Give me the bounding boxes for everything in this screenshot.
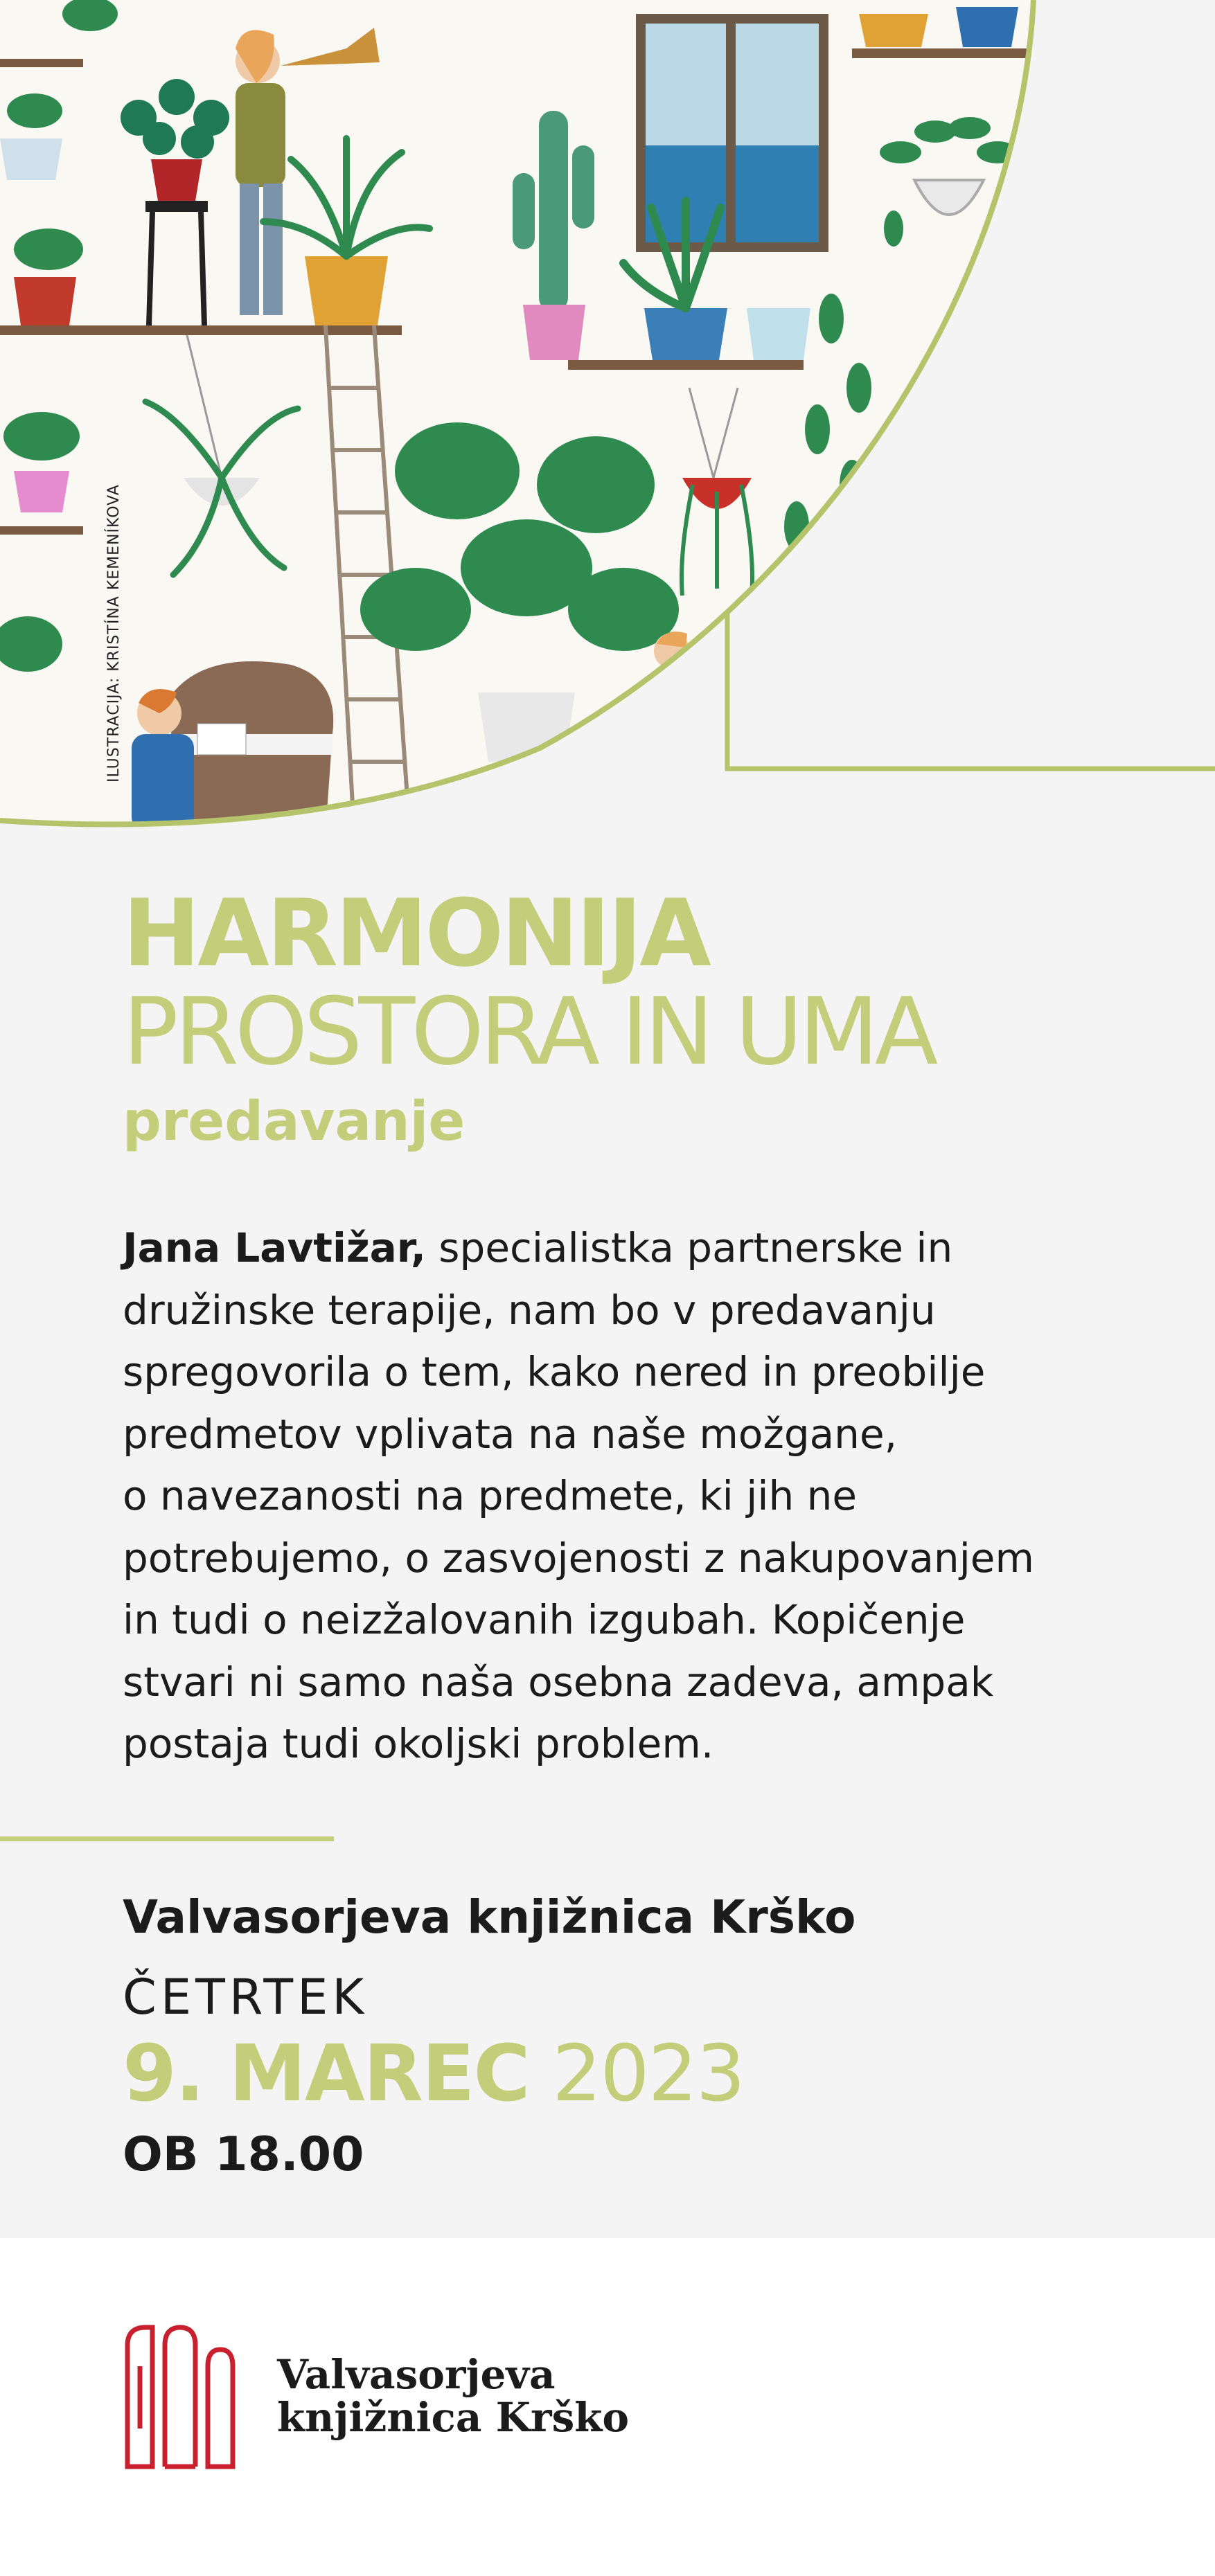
illustration-credit: ILUSTRACIJA: KRISTÍNA KEMENÍKOVA — [105, 484, 123, 782]
library-logo-icon — [125, 2325, 236, 2470]
event-weekday: ČETRTEK — [123, 1969, 369, 2025]
event-title-line2: PROSTORA IN UMA — [123, 978, 934, 1086]
plants-illustration — [0, 0, 1215, 831]
description-line: družinske terapije, nam bo v predavanju — [123, 1286, 936, 1334]
description-line: stvari ni samo naša osebna zadeva, ampak — [123, 1658, 994, 1706]
light-blue-pot — [747, 308, 810, 360]
shelf — [0, 526, 83, 535]
description-line: potrebujemo, o zasvojenosti z nakupovanjem — [123, 1534, 1034, 1582]
shelf — [0, 325, 402, 335]
library-logo-text: Valvasorjeva knjižnica Krško — [277, 2351, 630, 2441]
description-line: predmetov vplivata na naše možgane, — [123, 1410, 898, 1458]
description-line: spregovorila o tem, kako nered in preobilje — [123, 1348, 986, 1395]
event-title-line1: HARMONIJA — [123, 879, 709, 987]
shelf — [852, 48, 1032, 58]
event-description — [123, 1217, 1134, 1776]
shelf — [0, 59, 83, 67]
speaker-name: Jana Lavtižar, — [123, 1224, 426, 1271]
shelf — [568, 360, 804, 370]
section-divider — [0, 1836, 334, 1841]
event-type: predavanje — [123, 1091, 465, 1153]
description-line: o navezanosti na predmete, ki jih ne — [123, 1472, 858, 1519]
frame-line — [727, 602, 1215, 769]
description-line: postaja tudi okoljski problem. — [123, 1720, 714, 1767]
description-line: in tudi o neizžalovanih izgubah. Kopičenje — [123, 1596, 966, 1643]
event-venue: Valvasorjeva knjižnica Krško — [123, 1890, 856, 1944]
description-line: Jana Lavtižar, specialistka partnerske in — [123, 1224, 953, 1271]
event-time: OB 18.00 — [123, 2127, 364, 2182]
event-date: 9. MAREC 2023 — [123, 2029, 745, 2119]
